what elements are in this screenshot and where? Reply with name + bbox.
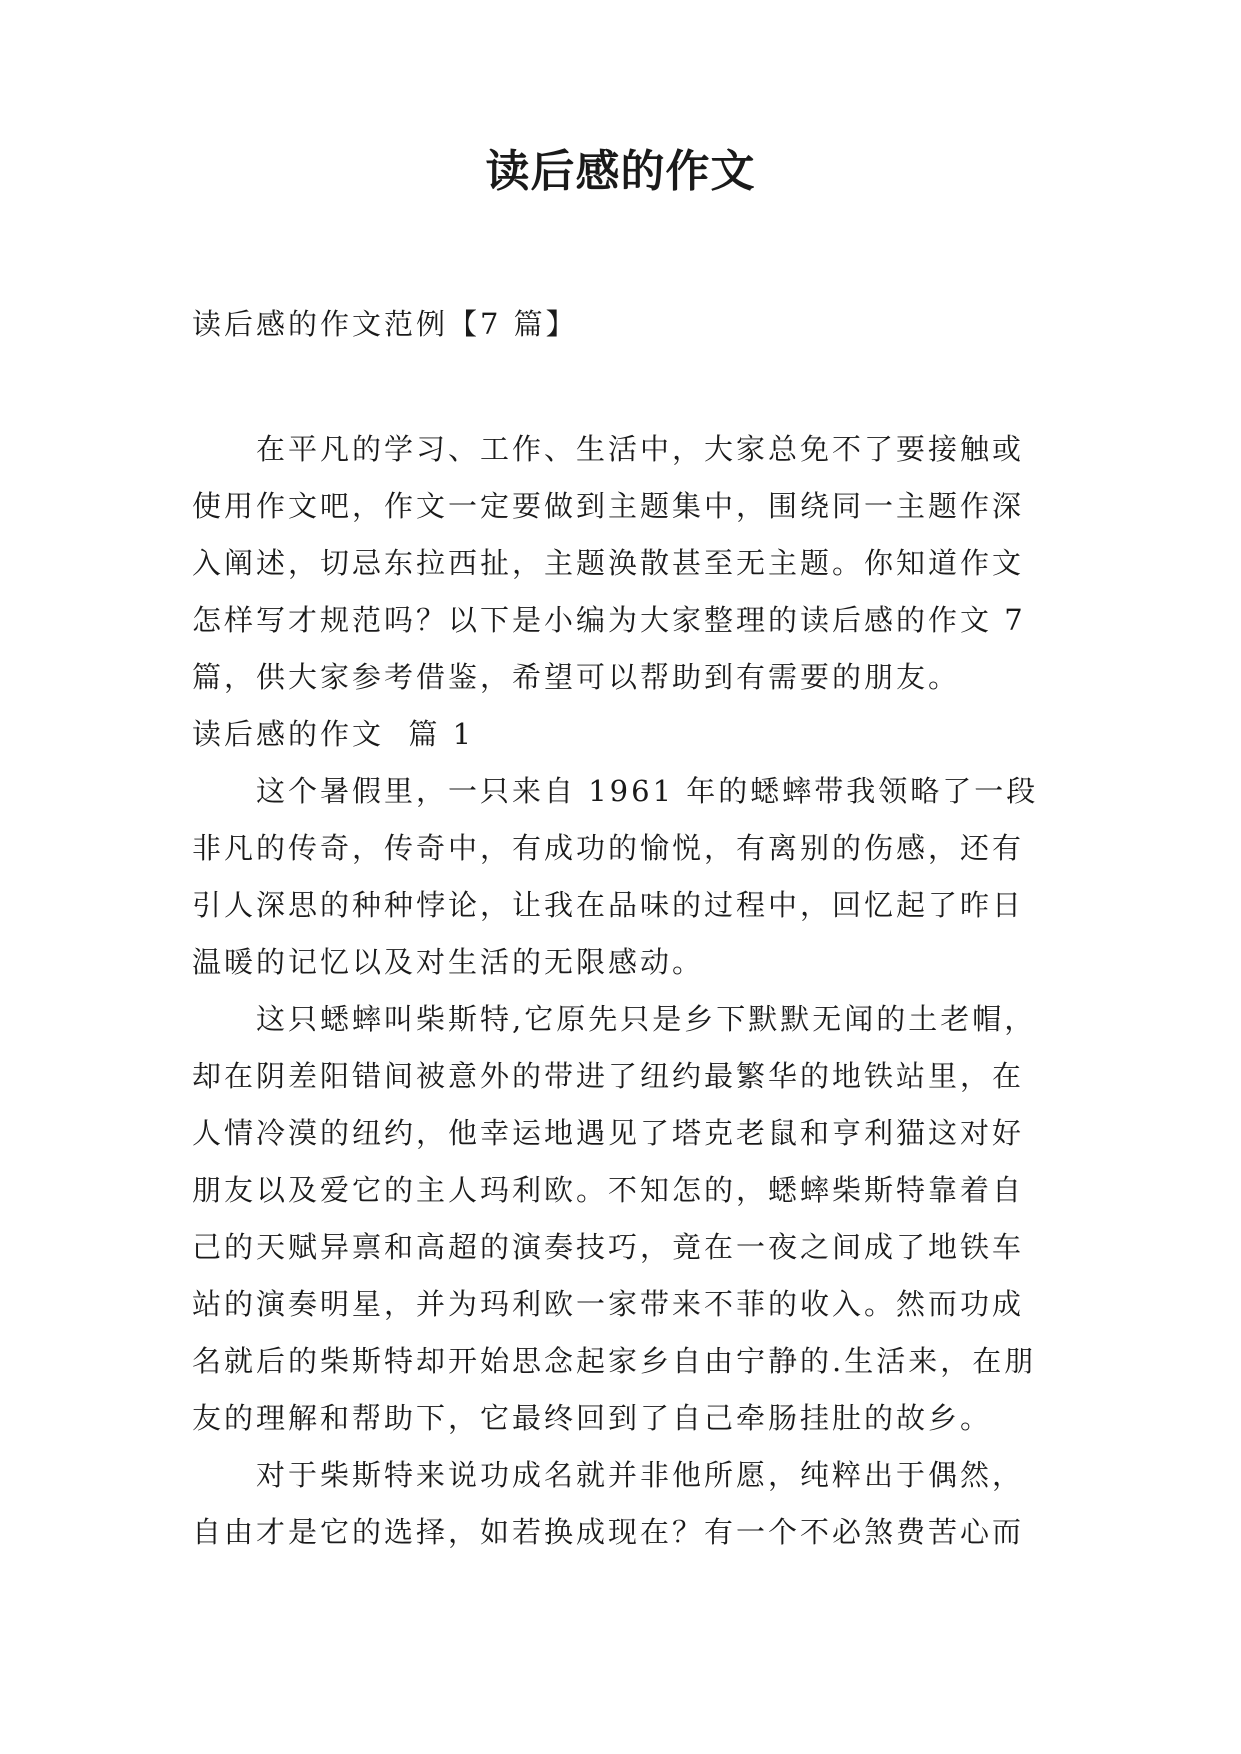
section-heading: 读后感的作文 篇 1 [192,717,475,751]
document-body [192,296,1052,1561]
document-title: 读后感的作文 [485,146,756,197]
document-subtitle: 读后感的作文范例【7 篇】 [192,307,578,341]
intro-paragraph: 在平凡的学习、工作、生活中，大家总免不了要接触或使用作文吧，作文一定要做到主题集中，围绕同一主题作深入阐述，切忌东拉西扯，主题涣散甚至无主题。你知道作文怎样写才规范吗？以下是小编为大家整理的读后感的作文 7 篇，供大家参考借鉴，希望可以帮助到有需要的朋友。 [192,432,1026,694]
body-paragraph: 这个暑假里，一只来自 1961 年的蟋蟀带我领略了一段非凡的传奇，传奇中，有成功的愉悦，有离别的伤感，还有引人深思的种种悖论，让我在品味的过程中，回忆起了昨日温暖的记忆以及对生活的无限感动。 [192,774,1039,979]
body-paragraph: 对于柴斯特来说功成名就并非他所愿，纯粹出于偶然，自由才是它的选择，如若换成现在？有一个不必煞费苦心而 [192,1458,1025,1549]
body-paragraph: 这只蟋蟀叫柴斯特,它原先只是乡下默默无闻的土老帽，却在阴差阳错间被意外的带进了纽约最繁华的地铁站里，在人情冷漠的纽约，他幸运地遇见了塔克老鼠和亨利猫这对好朋友以及爱它的主人玛利欧。不知怎的，蟋蟀柴斯特靠着自己的天赋异禀和高超的演奏技巧，竟在一夜之间成了地铁车站的演奏明星，并为玛利欧一家带来不菲的收入。然而功成名就后的柴斯特却开始思念起家乡自由宁静的.生活来，在朋友的理解和帮助下，它最终回到了自己牵肠挂肚的故乡。 [192,1002,1037,1435]
